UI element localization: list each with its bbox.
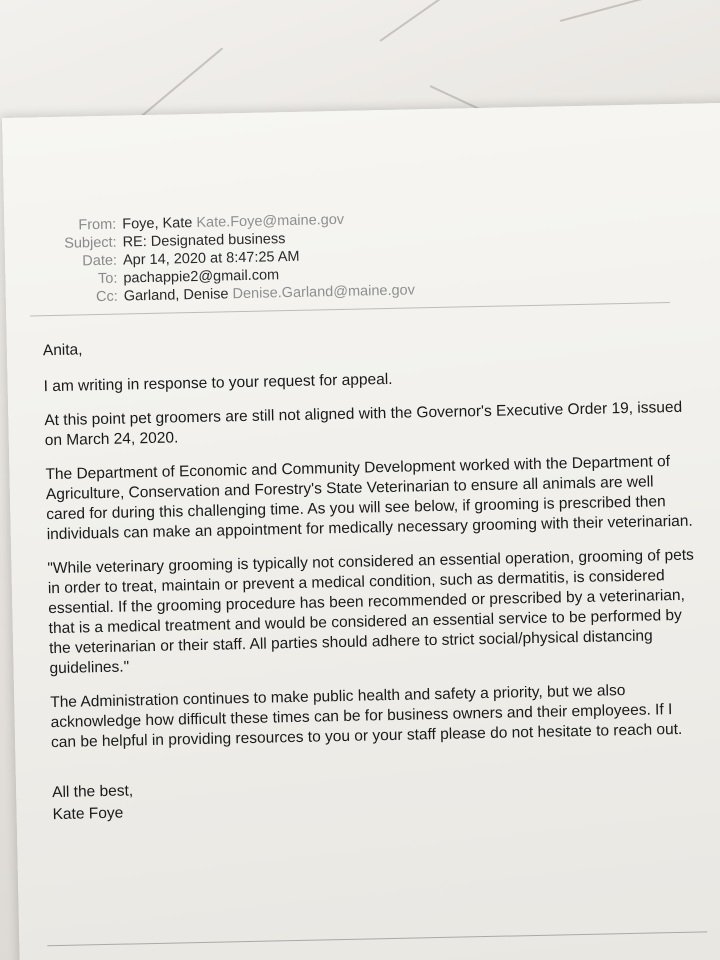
body-paragraph: The Administration continues to make public health and safety a priority, but we also acknowledge how difficult these times can be for business owners and their employees. If I can be helpful in providing resources to you or your staff please do not hesitate to reach out.	[50, 682, 683, 752]
printed-email-page	[2, 102, 720, 960]
body-paragraph: I am writing in response to your request for appeal.	[43, 370, 393, 396]
email-header	[24, 205, 646, 308]
cc-name: Garland, Denise	[123, 286, 229, 305]
cc-email: Denise.Garland@maine.gov	[232, 282, 416, 303]
subject-label: Subject:	[64, 234, 117, 252]
date-value: Apr 14, 2020 at 8:47:25 AM	[122, 248, 300, 269]
marble-vein	[560, 0, 676, 22]
from-name: Foye, Kate	[122, 215, 193, 233]
email-body	[43, 328, 703, 826]
quoted-guidance-paragraph: "While veterinary grooming is typically not considered an essential operation, grooming of pets in order to treat, maintain or prevent a medical condition, such as dermatitis, is considered essential. If the grooming procedure has been recommended or prescribed by a veterinarian, that is a medical treatment and would be considered an essential service to be performed by the veterinarian or their staff. All parties should adhere to strict social/physical distancing guidelines."	[47, 546, 694, 678]
from-email: Kate.Foye@maine.gov	[196, 211, 345, 231]
to-label: To:	[97, 270, 118, 288]
to-value: pachappie2@gmail.com	[123, 267, 280, 287]
body-paragraph: The Department of Economic and Community Development worked with the Department of Agriculture, Conservation and Forestry's State Veterinarian to ensure all animals are well cared for during this challenging time. As you will see below, if grooming is prescribed then individuals can make an appointment for medically necessary grooming with their veterinarian.	[45, 453, 693, 544]
cc-label: Cc:	[95, 288, 118, 306]
signature-name: Kate Foye	[52, 804, 124, 824]
marble-vein	[379, 0, 528, 42]
subject-value: RE: Designated business	[122, 231, 286, 251]
body-paragraph: At this point pet groomers are still not aligned with the Governor's Executive Order 19, issued on March 24, 2020.	[44, 398, 683, 450]
salutation: Anita,	[42, 341, 83, 360]
footer-divider	[47, 931, 707, 946]
date-label: Date:	[82, 252, 118, 270]
from-label: From:	[78, 216, 117, 234]
signoff: All the best,	[51, 782, 134, 802]
